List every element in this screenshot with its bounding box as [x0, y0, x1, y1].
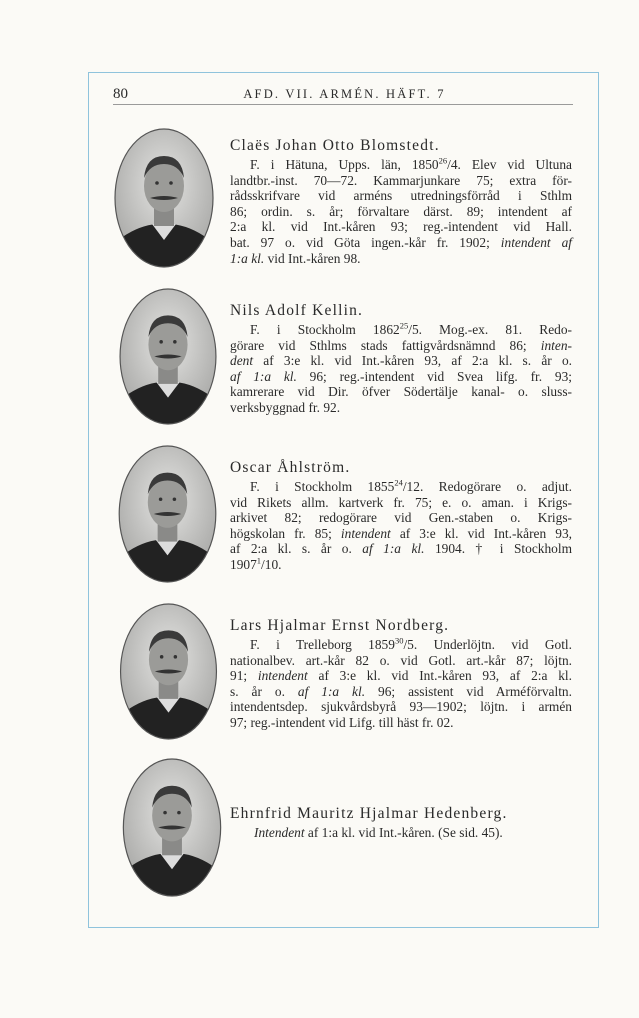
biography-entry	[230, 302, 572, 416]
text-segment: 1907	[230, 556, 257, 572]
italic-text: 1:a kl.	[230, 250, 265, 266]
person-name: Ehrnfrid Mauritz Hjalmar Hedenberg.	[230, 805, 508, 822]
person-name: Claës Johan Otto Blomstedt.	[230, 137, 440, 154]
text-segment: nationalbev. art.-kår 82 o. vid Gotl. art.-kår 87; löjtn.	[230, 652, 572, 668]
portrait-photo	[119, 603, 218, 745]
text-line	[230, 825, 572, 841]
text-line	[230, 668, 572, 684]
text-segment: arkivet 82; redogörare vid Gen.-staben o. Krigs-	[230, 510, 572, 526]
text-line	[230, 479, 572, 495]
running-title: AFD. VII. ARMÉN. HÄFT. 7	[243, 87, 446, 101]
date-superscript: 1	[256, 555, 262, 566]
text-line	[230, 188, 572, 204]
portrait-photo	[113, 128, 215, 273]
biography-entry	[230, 459, 572, 573]
text-segment: /5. Underlöjtn. vid Gotl.	[403, 637, 573, 652]
text-line	[230, 715, 572, 731]
text-segment: 2:a kl. vid Int.-kåren 93; reg.-intendent vid Hall.	[230, 219, 572, 235]
italic-text: intendent	[257, 668, 308, 684]
person-name: Nils Adolf Kellin.	[230, 302, 364, 319]
text-segment: /12. Redogörare o. adjut.	[402, 479, 572, 494]
biography-entry	[230, 805, 572, 841]
italic-text: af 1:a kl.	[297, 683, 366, 699]
biography-entry	[230, 137, 572, 266]
date-superscript: 30	[394, 635, 404, 646]
header-rule	[113, 104, 573, 105]
text-line	[230, 400, 572, 416]
text-line	[230, 557, 572, 573]
text-line	[230, 157, 572, 173]
text-segment: F. i Stockholm 1862	[250, 322, 400, 337]
text-segment: verksbyggnad fr. 92.	[230, 399, 341, 415]
text-line	[230, 541, 572, 557]
text-segment: landtbr.-inst. 70—72. Kammarjunkare 75; extra för-	[230, 172, 572, 188]
biography-entry	[230, 617, 572, 731]
text-segment: 86; ordin. s. år; förvaltare därst. 89; intendent af	[230, 203, 572, 219]
text-segment: 91;	[230, 668, 258, 684]
date-superscript: 26	[438, 155, 448, 166]
text-line	[230, 637, 572, 653]
text-line	[230, 526, 572, 542]
text-segment: högskolan fr. 85;	[230, 525, 341, 541]
text-line	[230, 369, 572, 385]
text-segment: vid Int.-kåren 98.	[264, 250, 361, 266]
text-line	[230, 338, 572, 354]
italic-text: af 1:a kl.	[362, 541, 425, 557]
text-line	[230, 510, 572, 526]
page-number: 80	[113, 86, 128, 102]
text-segment: af 1:a kl. vid Int.-kåren. (Se sid. 45).	[304, 825, 503, 840]
text-segment: kamrerare vid Dir. öfver Södertälje kanal- o. sluss-	[230, 384, 572, 400]
text-line	[230, 173, 572, 189]
text-segment: af 3:e kl. vid Int.-kåren 93, af 2:a kl. s. år o.	[253, 353, 572, 369]
text-segment: af 3:e kl. vid Int.-kåren 93,	[390, 525, 572, 541]
text-segment: /5. Mog.-ex. 81. Redo-	[408, 322, 572, 337]
text-segment: vid Rikets allm. kartverk fr. 75; e. o. aman. i Krigs-	[230, 494, 572, 510]
text-segment: F. i Trelleborg 1859	[250, 637, 395, 652]
italic-text: af 1:a kl.	[230, 368, 297, 384]
italic-text: intendent af	[500, 234, 573, 250]
text-segment: bat. 97 o. vid Göta ingen.-kår fr. 1902;	[230, 234, 501, 250]
text-segment: af 2:a kl. s. år o.	[230, 541, 363, 557]
text-line	[230, 322, 572, 338]
text-line	[230, 653, 572, 669]
italic-text: dent	[230, 353, 254, 369]
portrait-photo	[117, 445, 218, 588]
text-segment: intendentsdep. sjukvårdsbyrå 93—1902; löjtn. i armén	[230, 699, 572, 715]
text-line	[230, 384, 572, 400]
italic-text: Intendent	[254, 825, 305, 840]
text-segment: 97; reg.-intendent vid Lifg. till häst fr. 02.	[230, 714, 454, 730]
date-superscript: 24	[394, 477, 403, 488]
portrait-photo	[121, 758, 223, 902]
person-name: Oscar Åhlström.	[230, 459, 351, 476]
text-segment: F. i Hätuna, Upps. län, 1850	[250, 157, 439, 172]
text-line	[230, 251, 572, 267]
text-line	[230, 699, 572, 715]
text-segment: rådsskrifvare vid arméns utredningsförråd i Sthlm	[230, 188, 572, 204]
text-segment: s. år o.	[230, 683, 298, 699]
text-line	[230, 219, 572, 235]
text-line	[230, 353, 572, 369]
text-segment: 96; assistent vid Arméförvaltn.	[365, 683, 572, 699]
portrait-photo	[118, 288, 218, 430]
text-line	[230, 204, 572, 220]
person-name: Lars Hjalmar Ernst Nordberg.	[230, 617, 450, 634]
italic-text: inten-	[540, 337, 572, 353]
text-line	[230, 235, 572, 251]
text-segment: af 3:e kl. vid Int.-kåren 93, af 2:a kl.	[307, 668, 572, 684]
date-superscript: 25	[399, 320, 409, 331]
text-segment: görare vid Sthlms stads fattigvårdsnämnd 86;	[230, 337, 541, 353]
text-segment: F. i Stockholm 1855	[250, 479, 395, 494]
text-segment: /10.	[261, 556, 282, 572]
text-line	[230, 684, 572, 700]
text-segment: 1904. † i Stockholm	[424, 541, 572, 557]
italic-text: intendent	[340, 525, 391, 541]
text-line	[230, 495, 572, 511]
text-segment: 96; reg.-intendent vid Svea lifg. fr. 93;	[296, 368, 572, 384]
text-segment: /4. Elev vid Ultuna	[447, 157, 572, 172]
